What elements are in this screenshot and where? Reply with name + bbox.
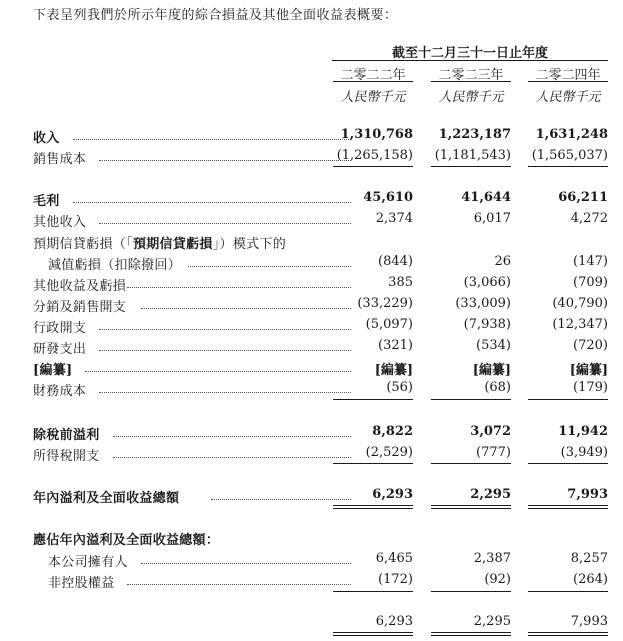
row-label: [編纂] (33, 363, 73, 378)
row-non-controlling (33, 572, 608, 592)
value-2022: (1,265,158) (336, 148, 413, 163)
value-2022: (56) (386, 380, 413, 395)
underline (431, 463, 511, 464)
value-2023: 2,295 (470, 487, 511, 502)
col-year-2023: 二零二三年 (438, 68, 504, 83)
row-label: 年內溢利及全面收益總額 (33, 491, 180, 506)
leader-dots (141, 563, 351, 564)
row-profit-for-year (33, 487, 608, 507)
row-label: 預期信貸虧損（「預期信貸虧損」）模式下的 (33, 237, 287, 252)
row-label: 減值虧損（扣除撥回） (48, 258, 182, 273)
row-label: 本公司擁有人 (48, 555, 128, 570)
value-2022: 45,610 (363, 190, 413, 205)
double-underline (528, 505, 608, 509)
row-label: 應佔年內溢利及全面收益總額： (33, 533, 220, 548)
row-attributable-heading (33, 529, 608, 549)
row-administrative (33, 317, 608, 337)
row-distribution-selling (33, 296, 608, 316)
underline (528, 463, 608, 464)
row-owners (33, 551, 608, 571)
leader-dots (73, 202, 351, 203)
row-label: 其他收入 (33, 215, 87, 230)
underline (333, 399, 413, 400)
value-2024: 11,942 (558, 424, 608, 439)
value-2022: 1,310,768 (340, 127, 413, 142)
value-2022: 6,293 (372, 487, 413, 502)
value-2023: (3,066) (463, 275, 511, 290)
value-2023: (777) (476, 445, 511, 460)
value-2024: (264) (573, 572, 608, 587)
row-ecl-heading (33, 233, 608, 253)
row-rnd (33, 338, 608, 358)
row-label: 分銷及銷售開支 (33, 300, 127, 315)
leader-dots (99, 160, 351, 161)
leader-dots (188, 266, 351, 267)
value-2022: (321) (378, 338, 413, 353)
value-2022: (2,529) (365, 445, 413, 460)
value-2022: 2,374 (375, 211, 413, 226)
value-2024: 4,272 (570, 211, 608, 226)
underline (528, 591, 608, 592)
row-revenue (33, 127, 608, 147)
value-2022: (844) (378, 254, 413, 269)
value-2023: (33,009) (455, 296, 511, 311)
row-cost-of-sales (33, 148, 608, 168)
row-label: 毛利 (33, 194, 60, 209)
col-rule-2023 (431, 81, 511, 82)
double-underline (431, 505, 511, 509)
col-unit-2022: 人民幣千元 (340, 90, 406, 105)
leader-dots (99, 329, 351, 330)
value-2024: 7,993 (570, 614, 608, 629)
leader-dots (85, 371, 351, 372)
value-2022: (172) (378, 572, 413, 587)
row-other-income (33, 211, 608, 231)
row-label: 收入 (33, 131, 60, 146)
double-underline (333, 632, 413, 636)
leader-dots (99, 392, 351, 393)
row-gross-profit (33, 190, 608, 210)
value-2022: [編纂] (374, 363, 413, 378)
value-2023: (68) (484, 380, 511, 395)
value-2024: [編纂] (569, 363, 608, 378)
value-2022: (33,229) (357, 296, 413, 311)
value-2022: (5,097) (365, 317, 413, 332)
value-2024: 1,631,248 (535, 127, 608, 142)
row-finance-costs (33, 380, 608, 400)
value-2024: (3,949) (560, 445, 608, 460)
col-year-2024: 二零二四年 (535, 68, 601, 83)
value-2024: (12,347) (552, 317, 608, 332)
row-label: 行政開支 (33, 321, 87, 336)
value-2023: 1,223,187 (438, 127, 511, 142)
leader-dots (99, 350, 351, 351)
leader-dots (141, 308, 351, 309)
row-label: 非控股權益 (48, 576, 115, 591)
value-2023: (92) (484, 572, 511, 587)
leader-dots (127, 287, 351, 288)
leader-dots (211, 499, 351, 500)
row-redacted (33, 359, 608, 379)
value-2023: 2,387 (473, 551, 511, 566)
row-label: 其他收益及虧損 (33, 279, 127, 294)
value-2024: (1,565,037) (531, 148, 608, 163)
value-2024: (40,790) (552, 296, 608, 311)
value-2024: (179) (573, 380, 608, 395)
value-2023: (534) (476, 338, 511, 353)
value-2024: (720) (573, 338, 608, 353)
value-2024: (709) (573, 275, 608, 290)
intro-text: 下表呈列我們於所示年度的綜合損益及其他全面收益表概要： (33, 8, 398, 23)
row-label: 研發支出 (33, 342, 87, 357)
value-2022: 6,293 (375, 614, 413, 629)
value-2023: 3,072 (470, 424, 511, 439)
period-header: 截至十二月三十一日止年度 (391, 46, 548, 61)
row-other-gains-losses (33, 275, 608, 295)
value-2023: 41,644 (461, 190, 511, 205)
row-income-tax (33, 445, 608, 465)
row-attributable-total (33, 614, 608, 634)
row-label: 所得稅開支 (33, 449, 100, 464)
leader-dots (113, 436, 351, 437)
underline (431, 591, 511, 592)
leader-dots (99, 223, 351, 224)
double-underline (528, 632, 608, 636)
value-2022: 8,822 (372, 424, 413, 439)
value-2023: 26 (494, 254, 511, 269)
leader-dots (127, 584, 351, 585)
period-rule (332, 60, 608, 61)
col-rule-2022 (333, 81, 413, 82)
value-2022: 6,465 (375, 551, 413, 566)
col-rule-2024 (528, 81, 608, 82)
underline (431, 166, 511, 167)
leader-dots (113, 457, 351, 458)
underline (333, 463, 413, 464)
row-profit-before-tax (33, 424, 608, 444)
row-impairment-losses (33, 254, 608, 274)
value-2023: (7,938) (463, 317, 511, 332)
col-unit-2024: 人民幣千元 (535, 90, 601, 105)
underline (528, 399, 608, 400)
value-2023: (1,181,543) (434, 148, 511, 163)
double-underline (431, 632, 511, 636)
row-label: 銷售成本 (33, 152, 87, 167)
underline (333, 591, 413, 592)
underline (333, 166, 413, 167)
value-2024: (147) (573, 254, 608, 269)
underline (431, 399, 511, 400)
row-label: 除稅前溢利 (33, 428, 100, 443)
value-2024: 7,993 (567, 487, 608, 502)
value-2022: 385 (388, 275, 413, 290)
underline (528, 166, 608, 167)
double-underline (333, 505, 413, 509)
row-label: 財務成本 (33, 384, 87, 399)
value-2023: 2,295 (473, 614, 511, 629)
value-2023: 6,017 (473, 211, 511, 226)
col-year-2022: 二零二二年 (340, 68, 406, 83)
col-unit-2023: 人民幣千元 (438, 90, 504, 105)
value-2023: [編纂] (472, 363, 511, 378)
value-2024: 8,257 (570, 551, 608, 566)
value-2024: 66,211 (558, 190, 608, 205)
leader-dots (73, 139, 351, 140)
